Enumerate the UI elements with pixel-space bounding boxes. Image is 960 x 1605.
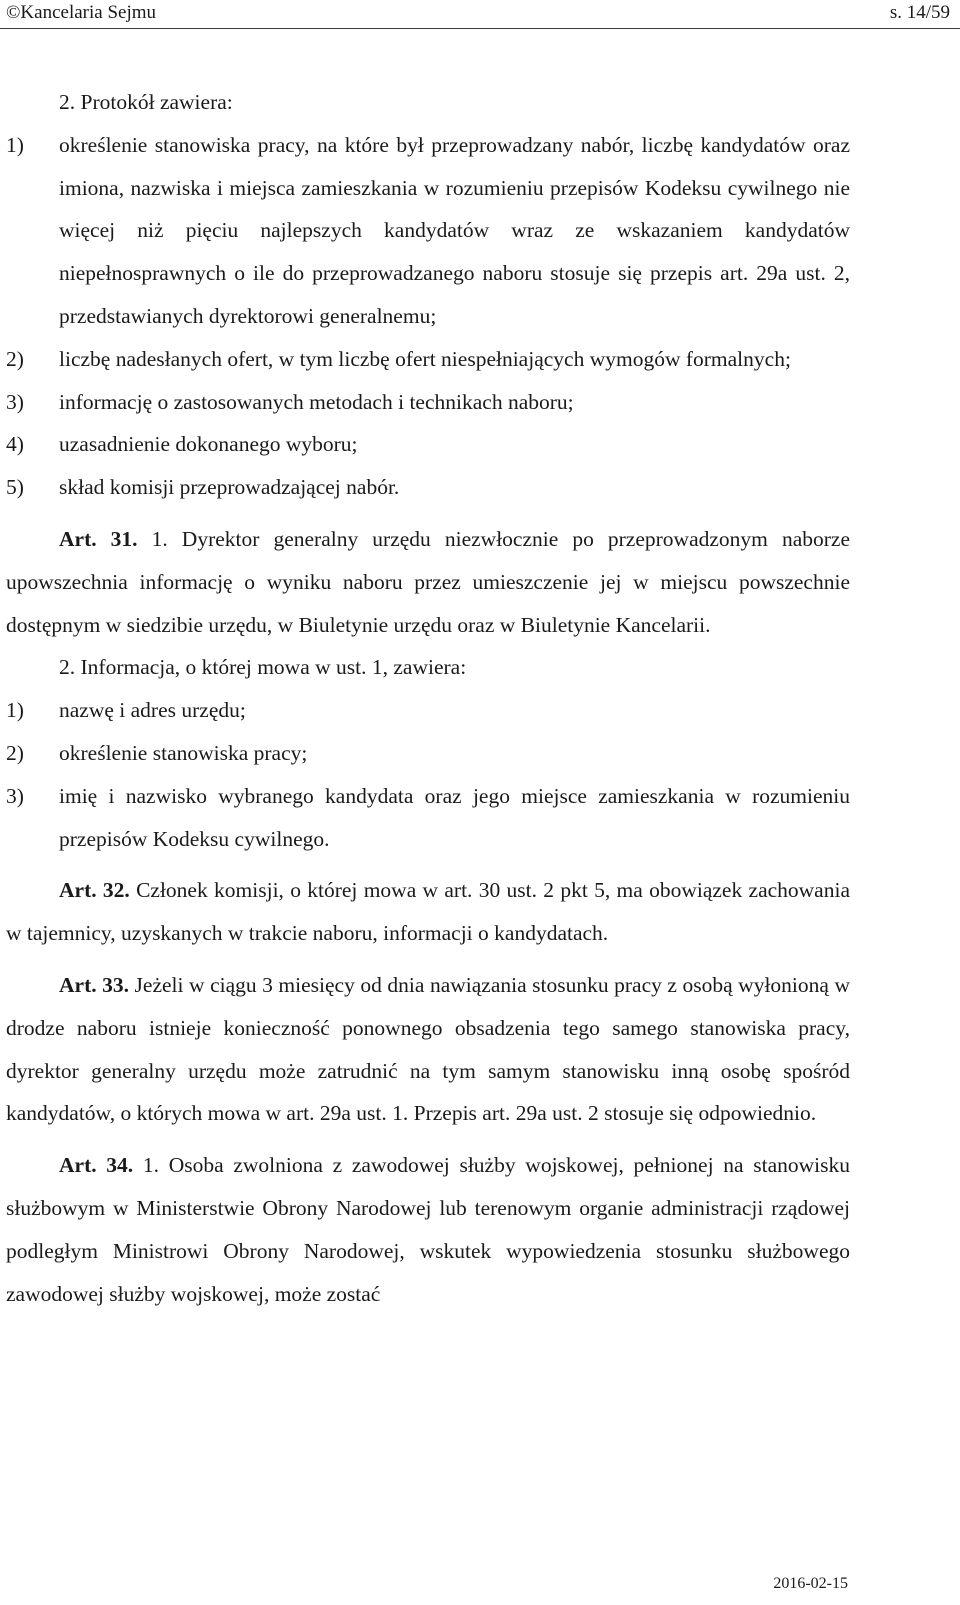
list-item xyxy=(6,423,850,466)
list-item-text: uzasadnienie dokonanego wyboru; xyxy=(59,432,358,457)
article-text: 1. Osoba zwolniona z zawodowej służby wojskowej, pełnionej na stanowisku służbowym w Ministerstwie Obrony Narodowej lub terenowym organie administracji rządowej podległym Ministrowi Obrony Narodowej, wskutek wypowiedzenia stosunku służbowego zawodowej służby wojskowej, może zostać xyxy=(6,1153,850,1306)
art34 xyxy=(6,1144,850,1315)
article-label: Art. 31. xyxy=(59,526,138,551)
header-copyright: ©Kancelaria Sejmu xyxy=(6,2,157,23)
art33 xyxy=(6,964,850,1135)
list-item xyxy=(6,732,850,775)
list-item-number: 1) xyxy=(6,132,24,157)
list-item-number: 3) xyxy=(6,389,24,414)
list-item-text: imię i nazwisko wybranego kandydata oraz jego miejsce zamieszkania w rozumieniu przepisów Kodeksu cywilnego. xyxy=(59,783,850,851)
list-item-number: 4) xyxy=(6,432,24,457)
list-item-number: 5) xyxy=(6,475,24,500)
list-item-text: określenie stanowiska pracy; xyxy=(59,740,308,765)
list-item xyxy=(6,689,850,732)
list-item xyxy=(6,775,850,861)
document-body xyxy=(6,81,850,1315)
header-page-number: s. 14/59 xyxy=(889,2,950,23)
article-text: Członek komisji, o której mowa w art. 30 ust. 2 pkt 5, ma obowiązek zachowania w tajemnicy, uzyskanych w trakcie naboru, informacji o kandydatach. xyxy=(6,878,850,946)
list-item xyxy=(6,338,850,381)
art31-ust2-intro: 2. Informacja, o której mowa w ust. 1, zawiera: xyxy=(59,655,467,680)
article-text: 1. Dyrektor generalny urzędu niezwłocznie po przeprowadzonym naborze upowszechnia informację o wyniku naboru przez umieszczenie jej w miejscu powszechnie dostępnym w siedzibie urzędu, w Biuletynie urzędu oraz w Biuletynie Kancelarii. xyxy=(6,526,850,637)
article-label: Art. 32. xyxy=(59,878,130,903)
list-item xyxy=(6,466,850,509)
footer-date: 2016-02-15 xyxy=(773,1575,848,1592)
list-item-number: 2) xyxy=(6,346,24,371)
list-item-text: liczbę nadesłanych ofert, w tym liczbę ofert niespełniających wymogów formalnych; xyxy=(59,346,791,371)
article-label: Art. 33. xyxy=(59,972,130,997)
list-item xyxy=(6,381,850,424)
list-item-text: nazwę i adres urzędu; xyxy=(59,698,246,723)
art30-ust2-intro: 2. Protokół zawiera: xyxy=(59,90,233,114)
list-item-number: 1) xyxy=(6,698,24,723)
article-text: Jeżeli w ciągu 3 miesięcy od dnia nawiązania stosunku pracy z osobą wyłonioną w drodze naboru istnieje konieczność ponownego obsadzenia tego samego stanowiska pracy, dyrektor generalny urzędu może zatrudnić na tym samym stanowisku inną osobę spośród kandydatów, o których mowa w art. 29a ust. 1. Przepis art. 29a ust. 2 stosuje się odpowiednio. xyxy=(6,972,851,1126)
list-item-number: 3) xyxy=(6,783,24,808)
article-label: Art. 34. xyxy=(59,1153,134,1178)
list-item xyxy=(6,124,850,338)
list-item-text: określenie stanowiska pracy, na które był przeprowadzany nabór, liczbę kandydatów oraz imiona, nazwiska i miejsca zamieszkania w rozumieniu przepisów Kodeksu cywilnego nie więcej niż pięciu najlepszych kandydatów wraz ze wskazaniem kandydatów niepełnosprawnych o ile do przeprowadzanego naboru stosuje się przepis art. 29a ust. 2, przedstawianych dyrektorowi generalnemu; xyxy=(59,132,850,328)
list-item-text: skład komisji przeprowadzającej nabór. xyxy=(59,475,400,500)
list-item-number: 2) xyxy=(6,740,24,765)
art32 xyxy=(6,869,850,955)
list-item-text: informację o zastosowanych metodach i technikach naboru; xyxy=(59,389,574,414)
art31-ust1 xyxy=(6,518,850,646)
page-header xyxy=(0,0,960,29)
